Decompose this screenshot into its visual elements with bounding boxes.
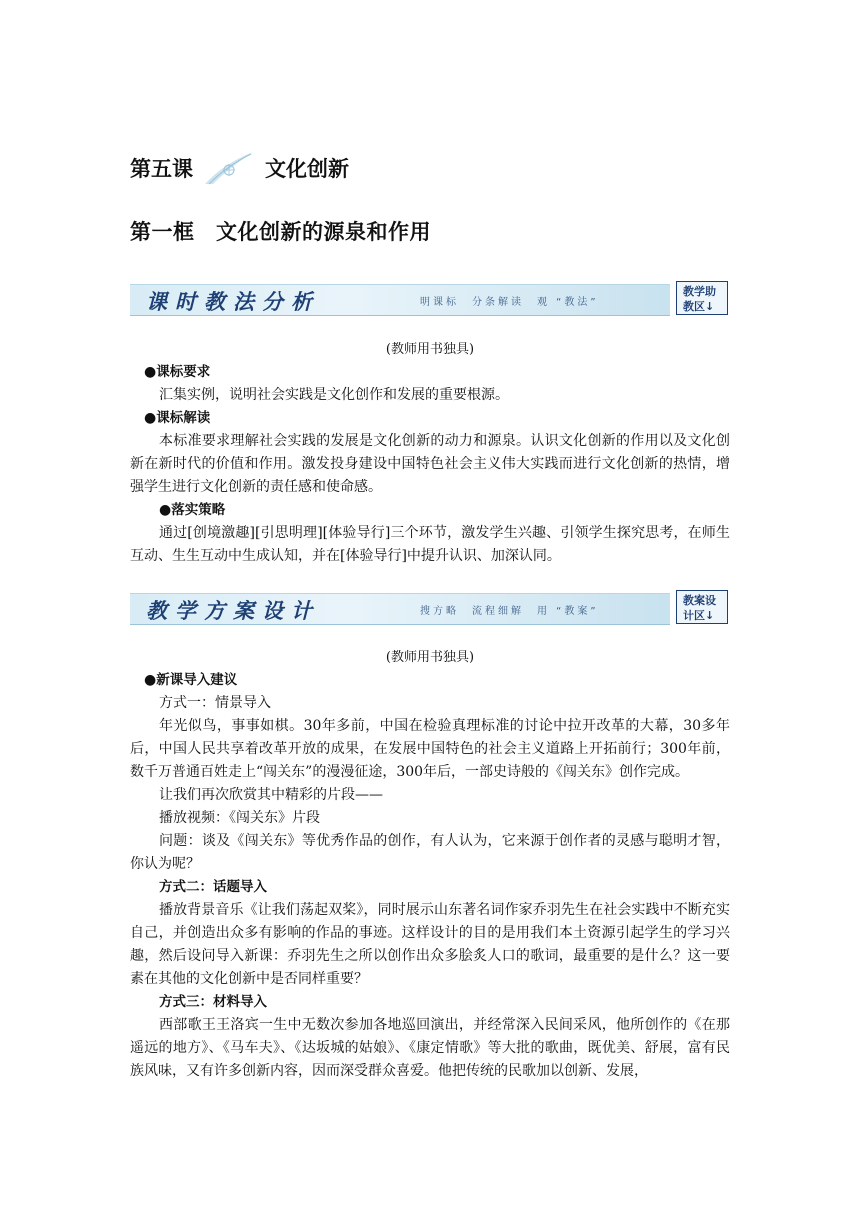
heading-lead-in-suggestions: ●新课导入建议 xyxy=(144,672,238,688)
heading-standard-requirement: ●课标要求 xyxy=(144,364,211,380)
heading-implementation-strategy: ●落实策略 xyxy=(159,502,226,518)
bullet-dot-icon: ● xyxy=(144,410,157,426)
banner-tagline: 明课标 分条解读 观 “教法” xyxy=(420,297,599,308)
banner-lesson-plan xyxy=(130,589,730,627)
bullet-dot-icon: ● xyxy=(144,672,157,688)
paragraph: 通过[创境激趣][引思明理][体验导行]三个环节，激发学生兴趣、引领学生探究思考，在师生互动、生生互动中生成认知，并在[体验导行]中提升认识、加深认同。 xyxy=(130,525,730,564)
method-three-label: 方式三：材料导入 xyxy=(159,994,267,1010)
banner-badge: 教学助 教区↓ xyxy=(676,281,728,315)
banner-teaching-analysis xyxy=(130,280,730,318)
lesson-title xyxy=(130,150,349,186)
lesson-name: 文化创新 xyxy=(265,157,349,181)
analysis-section xyxy=(130,338,730,568)
paragraph: 西部歌王王洛宾一生中无数次参加各地巡回演出，并经常深入民间采风，他所创作的《在那遥远的地方》、《马车夫》、《达坂城的姑娘》、《康定情歌》等大批的歌曲，既优美、舒展，富有民族风味，又有许多创新内容，因而深受群众喜爱。他把传统的民歌加以创新、发展， xyxy=(130,1017,730,1079)
teacher-edition-note: (教师用书独具) xyxy=(385,342,475,357)
paragraph: 年光似鸟，事事如棋。30年多前，中国在检验真理标准的讨论中拉开改革的大幕，30多年后，中国人民共享着改革开放的成果，在发展中国特色的社会主义道路上开拓前行；300年前，数千万普通百姓走上“闯关东”的漫漫征途，300年后，一部史诗般的《闯关东》创作完成。 xyxy=(130,718,730,780)
lesson-plan-section xyxy=(130,646,730,1083)
bullet-dot-icon: ● xyxy=(144,364,157,380)
heading-standard-interpretation: ●课标解读 xyxy=(144,410,211,426)
section-title: 第一框 文化创新的源泉和作用 xyxy=(130,220,431,244)
swoosh-decoration-icon xyxy=(199,150,255,186)
banner-badge: 教案设 计区↓ xyxy=(676,590,728,624)
banner-tagline: 搜方略 流程细解 用 “教案” xyxy=(420,606,599,617)
lesson-number: 第五课 xyxy=(130,157,193,181)
banner-heading: 课时教法分析 xyxy=(146,289,320,314)
paragraph: 问题：谈及《闯关东》等优秀作品的创作，有人认为，它来源于创作者的灵感与聪明才智，你认为呢？ xyxy=(130,833,730,872)
paragraph: 播放视频：《闯关东》片段 xyxy=(159,810,320,826)
paragraph: 播放背景音乐《让我们荡起双桨》，同时展示山东著名词作家乔羽先生在社会实践中不断充实自己，并创造出众多有影响的作品的事迹。这样设计的目的是用我们本土资源引起学生的学习兴趣，然后设问导入新课：乔羽先生之所以创作出众多脍炙人口的歌词，最重要的是什么？这一要素在其他的文化创新中是否同样重要？ xyxy=(130,902,730,987)
paragraph: 本标准要求理解社会实践的发展是文化创新的动力和源泉。认识文化创新的作用以及文化创新在新时代的价值和作用。激发投身建设中国特色社会主义伟大实践而进行文化创新的热情，增强学生进行文化创新的责任感和使命感。 xyxy=(130,433,730,495)
paragraph: 汇集实例，说明社会实践是文化创作和发展的重要根源。 xyxy=(159,387,509,403)
paragraph: 让我们再次欣赏其中精彩的片段—— xyxy=(159,787,383,803)
banner-heading: 教学方案设计 xyxy=(146,598,320,623)
teacher-edition-note: (教师用书独具) xyxy=(385,650,475,665)
method-one-label: 方式一：情景导入 xyxy=(159,695,271,711)
bullet-dot-icon: ● xyxy=(159,502,172,518)
method-two-label: 方式二：话题导入 xyxy=(159,879,267,895)
